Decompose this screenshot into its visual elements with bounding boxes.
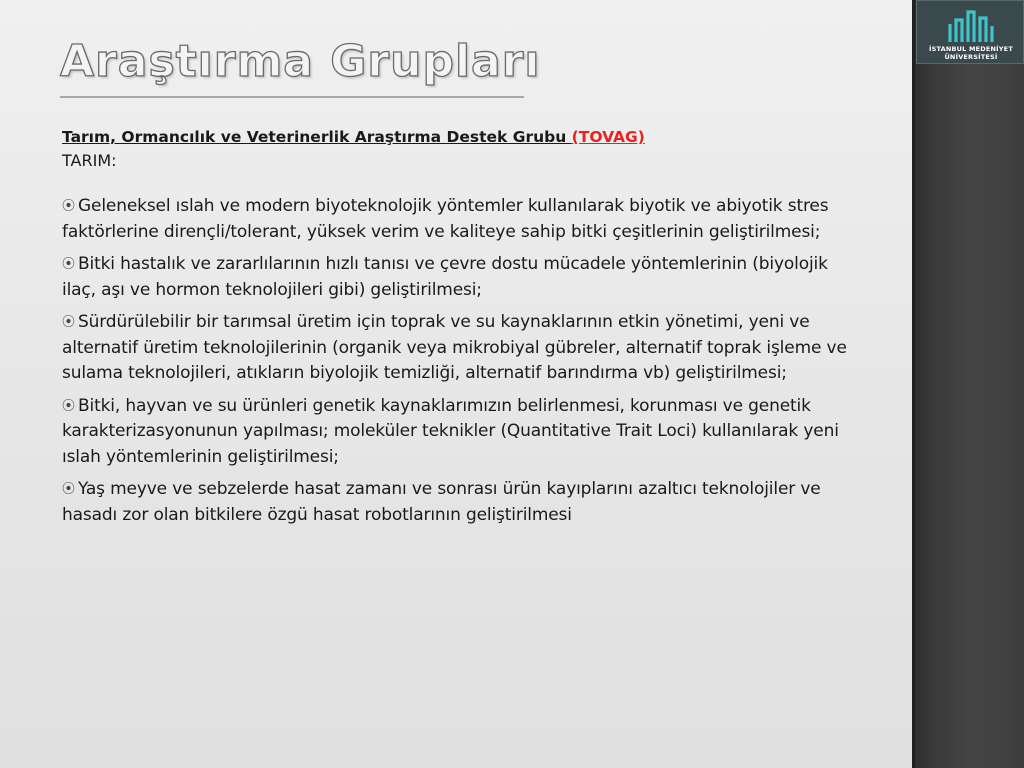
university-logo-icon xyxy=(947,6,997,44)
group-heading-text: Tarım, Ormancılık ve Veterinerlik Araştırma Destek Grubu xyxy=(62,128,572,146)
group-acronym: (TOVAG) xyxy=(571,128,645,146)
bullet-icon: ⦿ xyxy=(62,315,75,330)
logo-text-line2: ÜNİVERSİTESİ xyxy=(944,53,998,61)
slide-content xyxy=(62,126,852,535)
logo-text-line1: İSTANBUL MEDENİYET xyxy=(929,45,1013,53)
bullet-list xyxy=(62,194,852,528)
section-label: TARIM: xyxy=(62,151,117,170)
bullet-item xyxy=(62,252,852,303)
bullet-text: Sürdürülebilir bir tarımsal üretim için toprak ve su kaynaklarının etkin yönetimi, yeni ve alternatif üretim teknolojilerinin (organik veya mikrobiyal gübreler, alternatif toprak işleme ve sulama teknolojileri, atıkların biyolojik temizliği, alternatif barındırma vb) geliştirilmesi; xyxy=(62,312,847,383)
bullet-text: Bitki, hayvan ve su ürünleri genetik kaynaklarımızın belirlenmesi, korunması ve genetik karakterizasyonunun yapılması; moleküler teknikler (Quantitative Trait Loci) kullanılarak yeni ıslah yöntemlerinin geliştirilmesi; xyxy=(62,395,839,467)
bullet-item xyxy=(62,477,852,528)
bullet-text: Geleneksel ıslah ve modern biyoteknolojik yöntemler kullanılarak biyotik ve abiyotik stres faktörlerine dirençli/tolerant, yüksek verim ve kaliteye sahip bitki çeşitlerinin geliştirilmesi; xyxy=(62,196,829,242)
bullet-text: Bitki hastalık ve zararlılarının hızlı tanısı ve çevre dostu mücadele yöntemlerinin (biyolojik ilaç, aşı ve hormon teknolojileri gibi) geliştirilmesi; xyxy=(62,254,828,300)
university-logo xyxy=(916,0,1024,64)
slide-title: Araştırma Grupları xyxy=(60,36,541,87)
right-sidebar xyxy=(912,0,1024,768)
bullet-item xyxy=(62,194,852,245)
bullet-icon: ⦿ xyxy=(62,199,75,214)
bullet-icon: ⦿ xyxy=(62,482,75,497)
group-heading xyxy=(62,126,852,148)
bullet-item xyxy=(62,394,852,471)
bullet-icon: ⦿ xyxy=(62,398,75,414)
bullet-icon: ⦿ xyxy=(62,257,75,272)
sidebar-edge xyxy=(912,0,915,768)
bullet-item xyxy=(62,310,852,387)
title-underline xyxy=(60,96,524,98)
bullet-text: Yaş meyve ve sebzelerde hasat zamanı ve sonrası ürün kayıplarını azaltıcı teknolojiler ve hasadı zor olan bitkilere özgü hasat robotlarının geliştirilmesi xyxy=(62,479,821,525)
